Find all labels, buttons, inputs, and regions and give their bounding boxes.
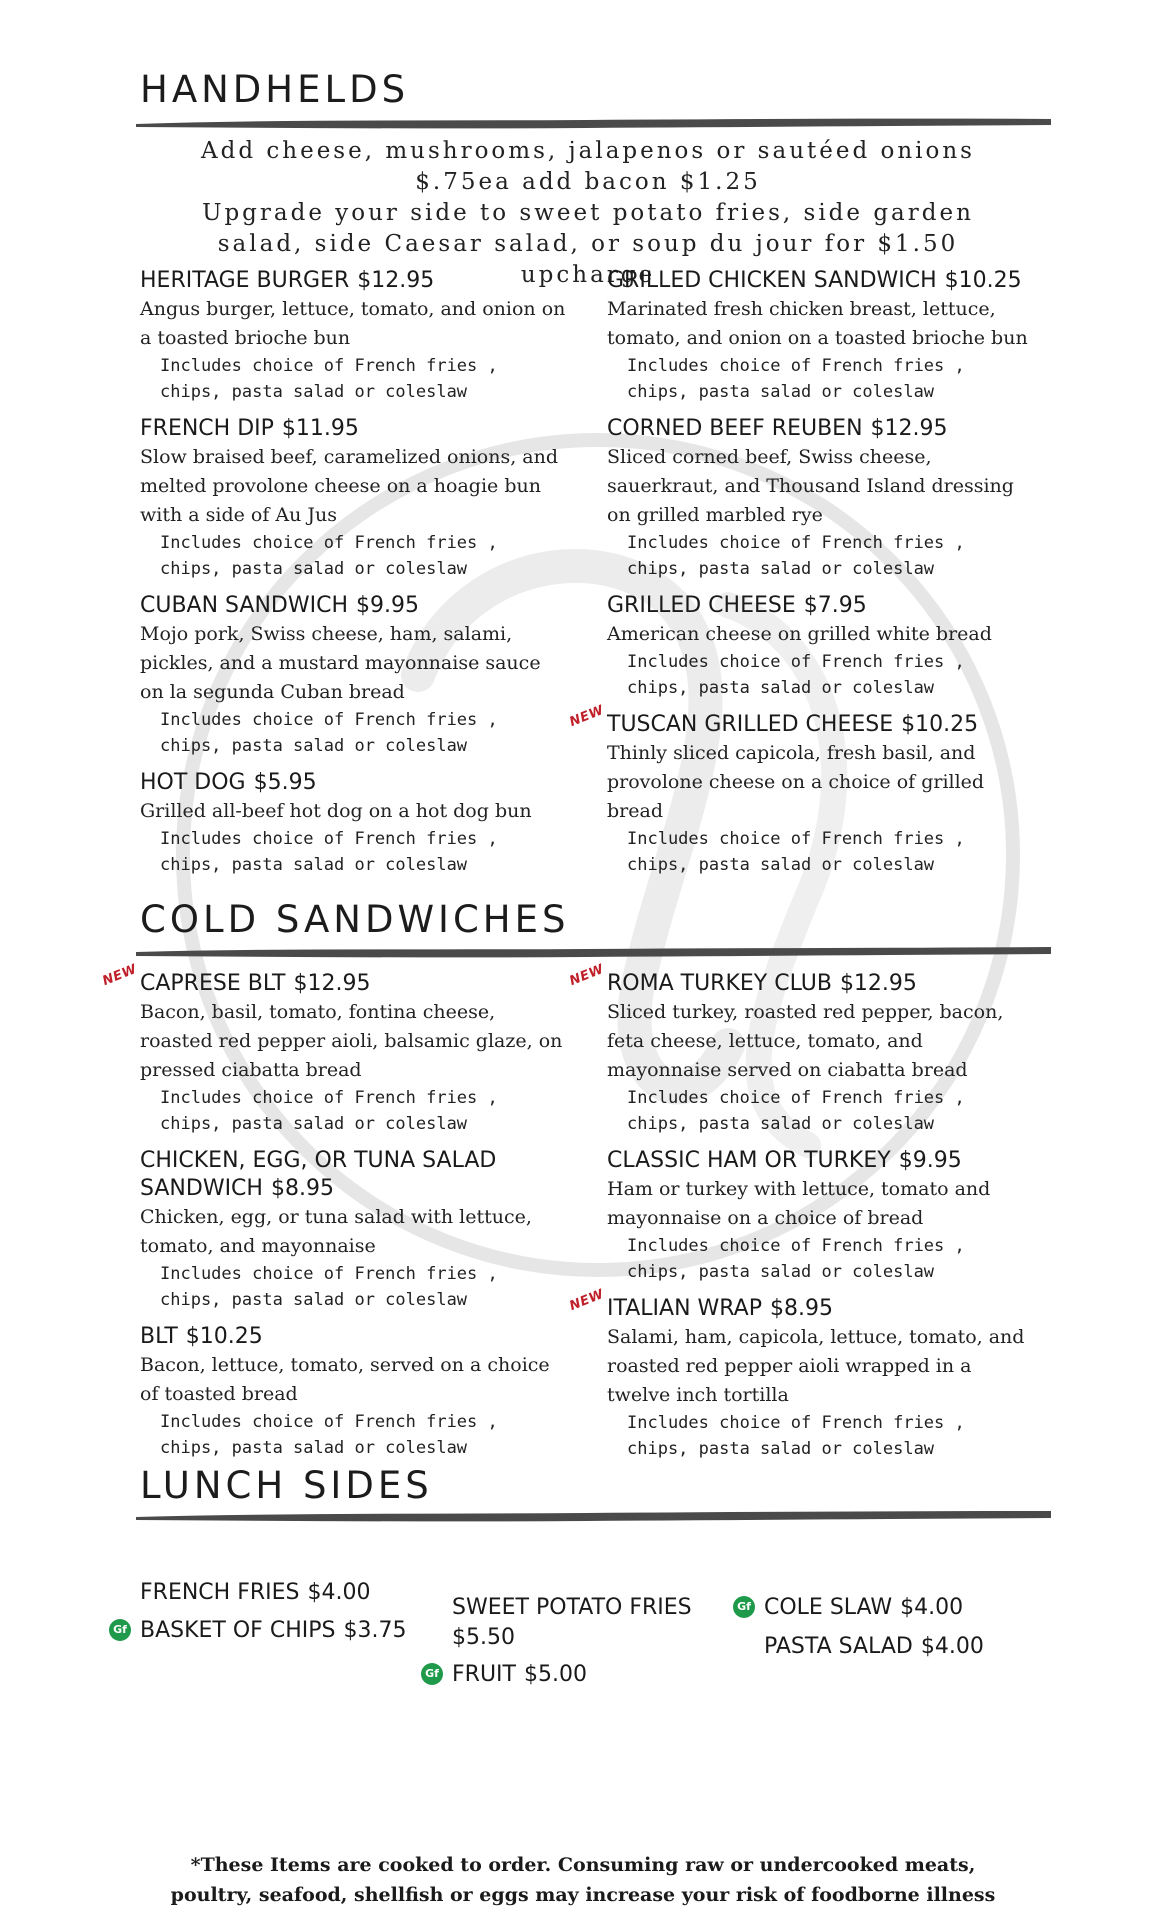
section-title-cold-sandwiches: COLD SANDWICHES: [140, 898, 570, 941]
item-includes: chips, pasta salad or coleslaw: [160, 736, 468, 756]
item-title: ROMA TURKEY CLUB $12.95: [607, 971, 917, 996]
side-item: Gf FRUIT $5.00: [452, 1660, 587, 1690]
item-includes: Includes choice of French fries ,: [160, 356, 498, 376]
brush-divider: [136, 115, 1051, 131]
menu-item: [140, 1323, 570, 1461]
menu-item: [140, 1147, 570, 1313]
item-includes: chips, pasta salad or coleslaw: [627, 1439, 935, 1459]
menu-item: [567, 1286, 1037, 1462]
item-description: Ham or turkey with lettuce, tomato and mayonnaise on a choice of bread: [607, 1178, 991, 1229]
food-safety-disclaimer: [120, 1850, 1046, 1910]
menu-item: [607, 1147, 1037, 1285]
menu-item: [140, 769, 570, 878]
item-includes: Includes choice of French fries ,: [627, 356, 965, 376]
item-description: Chicken, egg, or tuna salad with lettuce, tomato, and mayonnaise: [140, 1206, 532, 1257]
item-description: Grilled all-beef hot dog on a hot dog bun: [140, 800, 532, 822]
menu-item: [607, 592, 1037, 701]
item-title: CAPRESE BLT $12.95: [140, 971, 371, 996]
item-includes: chips, pasta salad or coleslaw: [160, 1438, 468, 1458]
item-includes: Includes choice of French fries ,: [627, 829, 965, 849]
new-badge: NEW: [567, 702, 607, 731]
menu-item: [140, 267, 570, 405]
item-title: HOT DOG $5.95: [140, 770, 317, 795]
item-includes: Includes choice of French fries ,: [160, 1088, 498, 1108]
disclaimer-line: poultry, seafood, shellfish or eggs may increase your risk of foodborne illness: [170, 1884, 996, 1906]
item-includes: Includes choice of French fries ,: [627, 1236, 965, 1256]
item-includes: chips, pasta salad or coleslaw: [627, 855, 935, 875]
item-title: ITALIAN WRAP $8.95: [607, 1296, 833, 1321]
side-item: FRENCH FRIES $4.00: [140, 1580, 371, 1605]
item-title: GRILLED CHEESE $7.95: [607, 593, 867, 618]
item-title: CLASSIC HAM OR TURKEY $9.95: [607, 1148, 962, 1173]
item-title: GRILLED CHICKEN SANDWICH $10.25: [607, 268, 1022, 293]
item-title: CUBAN SANDWICH $9.95: [140, 593, 420, 618]
menu-item: [607, 415, 1037, 582]
item-includes: Includes choice of French fries ,: [160, 829, 498, 849]
item-includes: chips, pasta salad or coleslaw: [160, 382, 468, 402]
disclaimer-line: *These Items are cooked to order. Consuming raw or undercooked meats,: [190, 1854, 976, 1876]
side-item: Gf COLE SLAW $4.00: [764, 1593, 963, 1623]
item-description: Angus burger, lettuce, tomato, and onion on a toasted brioche bun: [140, 298, 566, 349]
new-badge: NEW: [100, 961, 140, 990]
gluten-free-icon: Gf: [733, 1596, 755, 1618]
item-title: HERITAGE BURGER $12.95: [140, 268, 435, 293]
new-badge: NEW: [567, 1286, 607, 1315]
item-description: American cheese on grilled white bread: [607, 623, 992, 645]
item-includes: chips, pasta salad or coleslaw: [627, 678, 935, 698]
item-includes: chips, pasta salad or coleslaw: [160, 1290, 468, 1310]
section-title-handhelds: HANDHELDS: [140, 68, 410, 111]
addon-note-line: Add cheese, mushrooms, jalapenos or sautéed onions $.75ea add bacon $1.25: [201, 138, 975, 195]
item-includes: Includes choice of French fries ,: [160, 533, 498, 553]
item-includes: chips, pasta salad or coleslaw: [160, 559, 468, 579]
item-title: CORNED BEEF REUBEN $12.95: [607, 416, 948, 441]
menu-item: [567, 702, 1037, 878]
handhelds-left-column: [140, 267, 570, 878]
brush-divider: [136, 1508, 1051, 1524]
side-item: Gf BASKET OF CHIPS $3.75: [140, 1616, 406, 1646]
item-title: SANDWICH $8.95: [140, 1176, 334, 1201]
menu-item: [607, 267, 1037, 405]
handhelds-right-column: [567, 267, 1037, 878]
item-includes: Includes choice of French fries ,: [160, 1412, 498, 1432]
upgrade-note-line: Upgrade your side to sweet potato fries, side garden salad, side Caesar salad, or soup du jour for $1.50 upcharge: [202, 200, 974, 288]
item-title: BLT $10.25: [140, 1324, 263, 1349]
item-includes: chips, pasta salad or coleslaw: [627, 382, 935, 402]
section-title-lunch-sides: LUNCH SIDES: [140, 1464, 433, 1507]
item-description: Sliced corned beef, Swiss cheese, sauerkraut, and Thousand Island dressing on grilled marbled rye: [607, 446, 1014, 526]
gluten-free-icon: Gf: [421, 1663, 443, 1685]
item-title: TUSCAN GRILLED CHEESE $10.25: [607, 712, 979, 737]
item-title: FRENCH DIP $11.95: [140, 416, 359, 441]
item-description: Sliced turkey, roasted red pepper, bacon, feta cheese, lettuce, tomato, and mayonnaise served on ciabatta bread: [607, 1001, 1004, 1081]
brush-divider: [136, 944, 1051, 960]
menu-item: [100, 961, 570, 1137]
item-description: Marinated fresh chicken breast, lettuce, tomato, and onion on a toasted brioche bun: [607, 298, 1028, 349]
gluten-free-icon: Gf: [109, 1619, 131, 1641]
item-description: Thinly sliced capicola, fresh basil, and provolone cheese on a choice of grilled bread: [607, 742, 985, 822]
menu-item: [140, 415, 570, 582]
menu-item: [567, 961, 1037, 1137]
item-description: Salami, ham, capicola, lettuce, tomato, and roasted red pepper aioli wrapped in a twelve inch tortilla: [607, 1326, 1025, 1406]
item-includes: Includes choice of French fries ,: [627, 1413, 965, 1433]
menu-item: [140, 592, 570, 759]
item-includes: chips, pasta salad or coleslaw: [627, 1262, 935, 1282]
side-item: PASTA SALAD $4.00: [764, 1634, 984, 1659]
item-includes: Includes choice of French fries ,: [627, 1088, 965, 1108]
item-description: Mojo pork, Swiss cheese, ham, salami, pickles, and a mustard mayonnaise sauce on la segunda Cuban bread: [140, 623, 541, 703]
item-includes: Includes choice of French fries ,: [160, 710, 498, 730]
item-includes: chips, pasta salad or coleslaw: [160, 1114, 468, 1134]
cold-right-column: [567, 961, 1037, 1462]
item-description: Bacon, lettuce, tomato, served on a choice of toasted bread: [140, 1354, 550, 1405]
item-includes: chips, pasta salad or coleslaw: [627, 559, 935, 579]
item-includes: chips, pasta salad or coleslaw: [627, 1114, 935, 1134]
item-includes: chips, pasta salad or coleslaw: [160, 855, 468, 875]
item-includes: Includes choice of French fries ,: [160, 1264, 498, 1284]
item-description: Slow braised beef, caramelized onions, and melted provolone cheese on a hoagie bun with a side of Au Jus: [140, 446, 558, 526]
item-description: Bacon, basil, tomato, fontina cheese, roasted red pepper aioli, balsamic glaze, on pressed ciabatta bread: [140, 1001, 563, 1081]
item-includes: Includes choice of French fries ,: [627, 652, 965, 672]
cold-left-column: [100, 961, 570, 1461]
side-item: SWEET POTATO FRIES $5.50: [452, 1595, 692, 1650]
item-title: CHICKEN, EGG, OR TUNA SALAD: [140, 1148, 497, 1173]
item-includes: Includes choice of French fries ,: [627, 533, 965, 553]
new-badge: NEW: [567, 961, 607, 990]
